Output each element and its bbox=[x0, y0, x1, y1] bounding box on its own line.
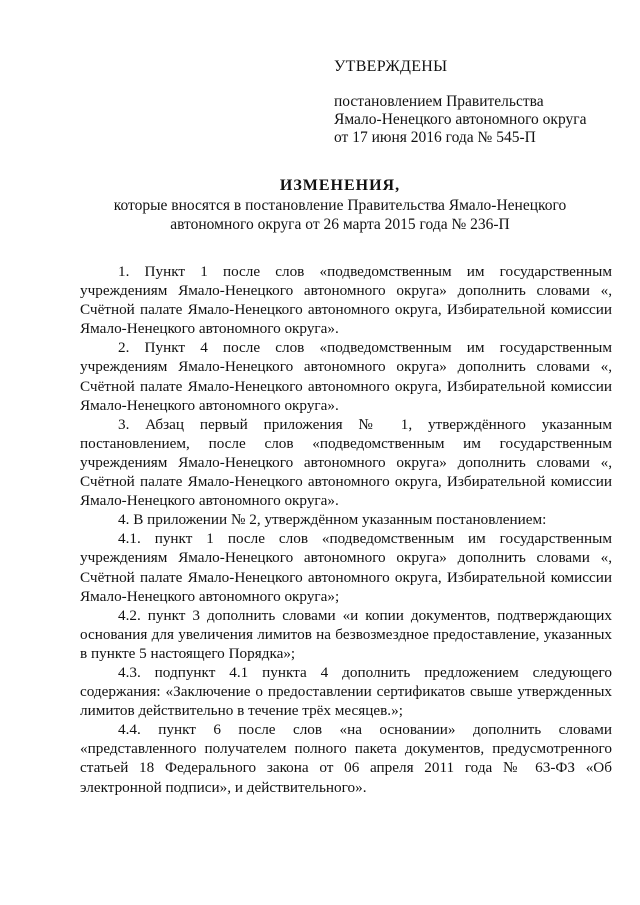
document-title: ИЗМЕНЕНИЯ, bbox=[279, 177, 401, 194]
document-title-block bbox=[60, 176, 620, 234]
paragraph-2: 2. Пункт 4 после слов «подведомственным им государственным учреждениям Ямало-Ненецкого автономного округа» дополнить словами «, Счётной палате Ямало-Ненецкого автономного округа, Избирательной комиссии Ямало-Ненецкого автономного округа». bbox=[80, 339, 612, 414]
approval-line-2: Ямало-Ненецкого автономного округа bbox=[334, 111, 587, 128]
approval-block bbox=[334, 58, 634, 147]
approval-line-1: постановлением Правительства bbox=[334, 93, 544, 110]
document-body bbox=[80, 262, 612, 797]
document-subtitle-line-1: которые вносятся в постановление Правительства Ямало-Ненецкого bbox=[113, 197, 567, 214]
paragraph-3: 3. Абзац первый приложения № 1, утверждённого указанным постановлением, после слов «подведомственным им государственным учреждениям Ямало-Ненецкого автономного округа» дополнить словами «, Счётной палате Ямало-Ненецкого автономного округа, Избирательной комиссии Ямало-Ненецкого автономного округа». bbox=[80, 415, 612, 510]
paragraph-4: 4. В приложении № 2, утверждённом указанным постановлением: bbox=[118, 511, 547, 529]
approval-heading: УТВЕРЖДЕНЫ bbox=[334, 58, 448, 75]
document-subtitle-line-2: автономного округа от 26 марта 2015 года № 236-П bbox=[170, 216, 510, 233]
paragraph-4-3: 4.3. подпункт 4.1 пункта 4 дополнить предложением следующего содержания: «Заключение о предоставлении сертификатов свыше утвержденных лимитов действительно в течение трёх месяцев.»; bbox=[80, 663, 612, 720]
paragraph-4-2: 4.2. пункт 3 дополнить словами «и копии документов, подтверждающих основания для увеличения лимитов на безвозмездное предоставление, указанных в пункте 5 настоящего Порядка»; bbox=[80, 606, 612, 662]
approval-line-3: от 17 июня 2016 года № 545-П bbox=[334, 129, 536, 146]
paragraph-1: 1. Пункт 1 после слов «подведомственным им государственным учреждениям Ямало-Ненецкого автономного округа» дополнить словами «, Счётной палате Ямало-Ненецкого автономного округа, Избирательной комиссии Ямало-Ненецкого автономного округа». bbox=[80, 263, 612, 338]
paragraph-4-4: 4.4. пункт 6 после слов «на основании» дополнить словами «представленного получателем полного пакета документов, предусмотренного статьей 18 Федерального закона от 06 апреля 2011 года № 63-ФЗ «Об электронной подписи», и действительного». bbox=[80, 721, 612, 796]
paragraph-4-1: 4.1. пункт 1 после слов «подведомственным им государственным учреждениям Ямало-Ненецкого автономного округа» дополнить словами «, Счётной палате Ямало-Ненецкого автономного округа, Избирательной комиссии Ямало-Ненецкого автономного округа»; bbox=[80, 530, 612, 605]
